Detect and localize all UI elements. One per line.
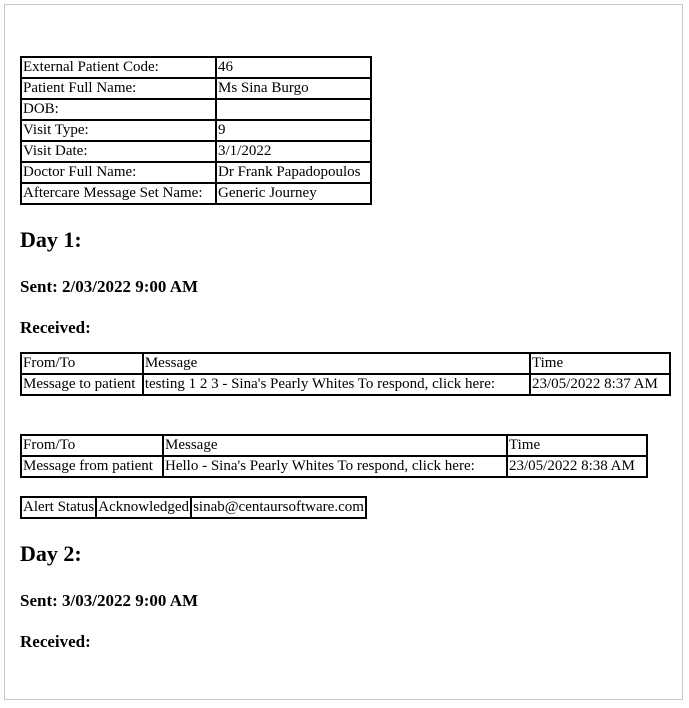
info-label: Patient Full Name:: [21, 78, 216, 99]
column-header-from-to: From/To: [21, 353, 143, 374]
alert-acknowledged-by: sinab@centaursoftware.com: [191, 497, 366, 518]
alert-status-value: Acknowledged: [96, 497, 191, 518]
incoming-message-table: [20, 434, 648, 478]
info-label: Visit Date:: [21, 141, 216, 162]
patient-info-table: [20, 56, 372, 205]
info-value: 3/1/2022: [216, 141, 371, 162]
document-page: [4, 4, 683, 700]
table-header-row: [21, 435, 647, 456]
info-value: Dr Frank Papadopoulos: [216, 162, 371, 183]
day-2-received: Received:: [20, 632, 91, 651]
info-label: Doctor Full Name:: [21, 162, 216, 183]
info-value: [216, 99, 371, 120]
table-row: [21, 141, 371, 162]
day-1-received: Received:: [20, 318, 91, 337]
info-label: External Patient Code:: [21, 57, 216, 78]
table-row: [21, 78, 371, 99]
alert-status-label: Alert Status: [21, 497, 96, 518]
info-value: Ms Sina Burgo: [216, 78, 371, 99]
message-text: testing 1 2 3 - Sina's Pearly Whites To respond, click here:: [143, 374, 530, 395]
table-row: [21, 183, 371, 204]
column-header-time: Time: [530, 353, 670, 374]
table-header-row: [21, 353, 670, 374]
table-row: [21, 57, 371, 78]
message-time: 23/05/2022 8:38 AM: [507, 456, 647, 477]
column-header-message: Message: [163, 435, 507, 456]
info-value: 9: [216, 120, 371, 141]
outgoing-message-table: [20, 352, 671, 396]
day-2-heading: Day 2:: [20, 541, 82, 566]
column-header-time: Time: [507, 435, 647, 456]
message-direction: Message from patient: [21, 456, 163, 477]
table-row: [21, 456, 647, 477]
table-row: [21, 374, 670, 395]
info-label: Aftercare Message Set Name:: [21, 183, 216, 204]
table-row: [21, 99, 371, 120]
alert-status-table: [20, 496, 367, 519]
message-text: Hello - Sina's Pearly Whites To respond, click here:: [163, 456, 507, 477]
day-1-heading: Day 1:: [20, 227, 82, 252]
day-1-sent: Sent: 2/03/2022 9:00 AM: [20, 277, 199, 296]
info-value: Generic Journey: [216, 183, 371, 204]
day-2-sent: Sent: 3/03/2022 9:00 AM: [20, 591, 199, 610]
table-row: [21, 162, 371, 183]
table-row: [21, 497, 366, 518]
message-time: 23/05/2022 8:37 AM: [530, 374, 670, 395]
column-header-message: Message: [143, 353, 530, 374]
info-label: Visit Type:: [21, 120, 216, 141]
column-header-from-to: From/To: [21, 435, 163, 456]
info-value: 46: [216, 57, 371, 78]
message-direction: Message to patient: [21, 374, 143, 395]
table-row: [21, 120, 371, 141]
info-label: DOB:: [21, 99, 216, 120]
